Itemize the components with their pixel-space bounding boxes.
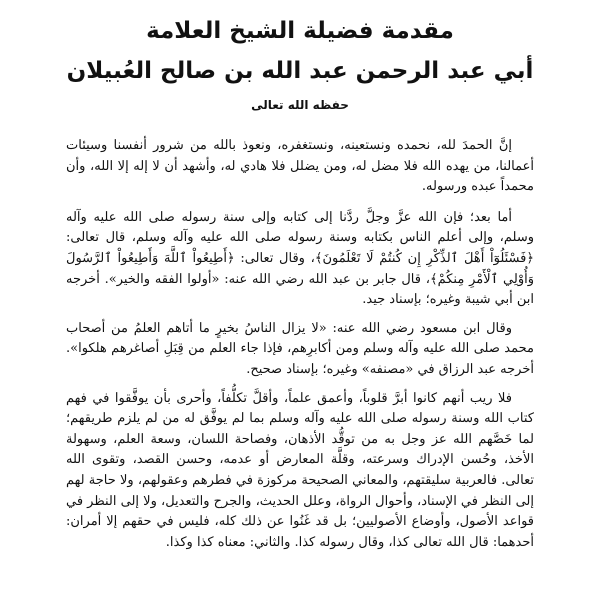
subtitle: حفظه الله تعالى	[251, 98, 349, 112]
body-text	[66, 136, 534, 553]
title-line-1: مقدمة فضيلة الشيخ العلامة	[146, 18, 454, 44]
title-line-2: أبي عبد الرحمن عبد الله بن صالح العُبيلان	[66, 58, 534, 84]
paragraph-2: أما بعد؛ فإن الله عزَّ وجلَّ ردَّنا إلى كتابه وإلى سنة رسوله صلى الله عليه وآله وسلم، وإلى أعلم الناس بكتابه وسنة رسوله صلى الله عليه وآله وسلم، قال تعالى: ﴿فَسْئَلُوٓاْ أَهْلَ ٱلذِّكْرِ إِن كُنتُمْ لَا تَعْلَمُونَ﴾، وقال تعالى: ﴿أَطِيعُواْ ٱللَّهَ وَأَطِيعُواْ ٱلرَّسُولَ وَأُوْلِي ٱلْأَمْرِ مِنكُمْ﴾، قال جابر بن عبد الله رضي الله عنه: «أولوا الفقه والخير». أخرجه ابن أبي شيبة وغيره؛ بإسناد جيد.	[66, 209, 534, 308]
paragraph-4: فلا ريب أنهم كانوا أبرَّ قلوباً، وأعمق علماً، وأقلَّ تكلُّفاً، وأحرى بأن يوفَّقوا في فهم كتاب الله وسنة رسوله صلى الله عليه وآله وسلم بما لم يوفَّق له من لم يلزم طريقهم؛ لما خَصَّهم الله عز وجل به من توقُّد الأذهان، وفصاحة اللسان، وسعة العلم، وسهولة الأخذ، وحُسن الإدراك وسرعته، وقلَّة المعارض أو عدمه، وحسن القصد، وتقوى الله تعالى. فالعربية سليقتهم، والمعاني الصحيحة مركوزة في فطرهم وعقولهم، ولا حاجة لهم إلى النظر في الإسناد، وأحوال الرواة، وعلل الحديث، والجرح والتعديل، ولا إلى النظر في قواعد الأصول، وأوضاع الأصوليين؛ بل قد غَنُوا عن ذلك كله، فليس في حقهم إلا أمران: أحدهما: قال الله تعالى كذا، وقال رسوله كذا. والثاني: معناه كذا وكذا.	[65, 390, 534, 550]
paragraph-1: إنَّ الحمدَ لله، نحمده ونستعينه، ونستغفره، ونعوذ بالله من شرور أنفسنا وسيئات أعمالنا، من يهده الله فلا مضل له، ومن يضلل فلا هادي له، وأشهد أن لا إله إلا الله، وأن محمداً عبده ورسوله.	[66, 138, 534, 195]
paragraph-3: وقال ابن مسعود رضي الله عنه: «لا يزال الناسُ بخيرٍ ما أتاهم العلمُ من أصحاب محمد صلى الله عليه وآله وسلم ومن أكابرِهم، فإذا جاء العلم من قِبَلِ أصاغرهم هلكوا». أخرجه عبد الرزاق في «مصنفه» وغيره؛ بإسناد صحيح.	[66, 320, 534, 377]
